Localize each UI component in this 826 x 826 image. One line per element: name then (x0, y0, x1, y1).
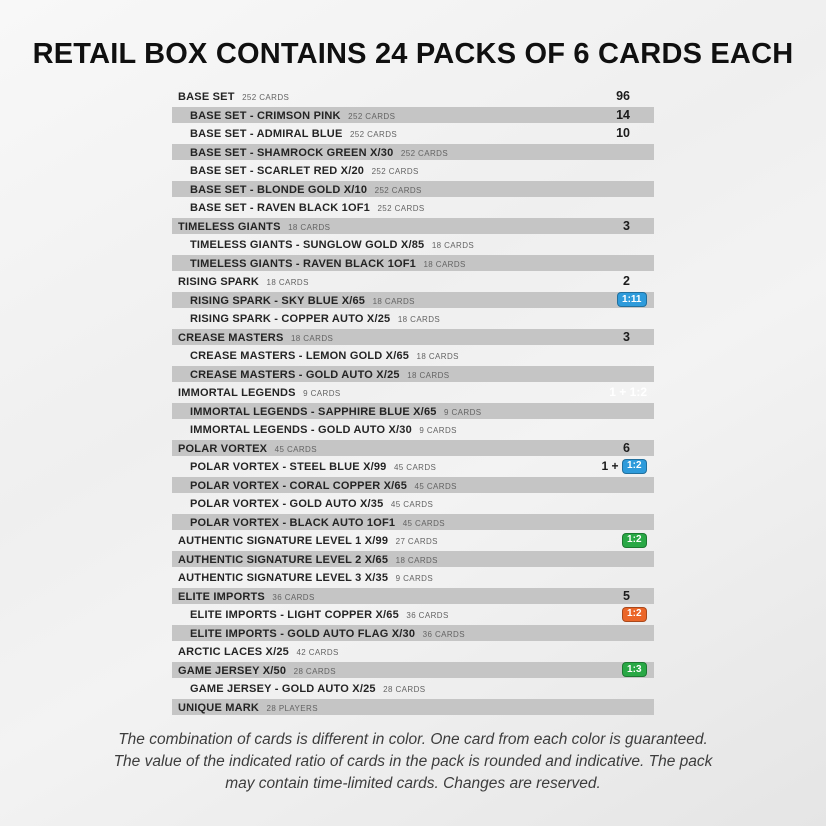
row-count: 18 CARDS (290, 333, 334, 343)
row-count: 252 CARDS (242, 93, 290, 103)
ratio-badge: 1:2 (622, 533, 647, 548)
row-count: 18 CARDS (416, 352, 459, 362)
row-count: 18 CARDS (397, 315, 441, 325)
disclaimer-line-2: The value of the indicated ratio of cards in the pack is rounded and indicative. The pack (113, 753, 713, 770)
table-row (172, 679, 654, 698)
pack-count: 96 (616, 89, 630, 104)
row-label (172, 531, 438, 549)
row-title: CREASE MASTERS (178, 331, 284, 344)
row-count: 18 CARDS (288, 222, 331, 232)
row-title: IMMORTAL LEGENDS - GOLD AUTO X/30 (190, 424, 412, 437)
table-row (172, 143, 654, 162)
row-count: 9 CARDS (395, 574, 434, 584)
row-title: CREASE MASTERS - LEMON GOLD X/65 (190, 350, 410, 363)
pack-count: 3 (623, 218, 630, 233)
row-count: 27 CARDS (395, 537, 438, 547)
row-value (622, 662, 654, 677)
row-title: ARCTIC LACES X/25 (178, 646, 289, 659)
row-count: 252 CARDS (400, 148, 449, 158)
table-row (172, 420, 654, 439)
row-title: UNIQUE MARK (178, 701, 260, 714)
row-label (172, 605, 449, 623)
row-value (622, 607, 654, 622)
row-count: 18 CARDS (423, 259, 466, 269)
row-label (172, 291, 415, 309)
row-title: POLAR VORTEX - BLACK AUTO 1OF1 (190, 516, 396, 529)
row-count: 28 PLAYERS (266, 703, 318, 713)
row-value (623, 219, 654, 233)
table-row (172, 272, 654, 291)
table-row (172, 494, 654, 513)
row-value (617, 292, 654, 307)
table-row (172, 568, 654, 587)
row-title: POLAR VORTEX - CORAL COPPER X/65 (190, 479, 408, 492)
row-title: BASE SET - SCARLET RED X/20 (190, 165, 365, 178)
table-row (172, 106, 654, 125)
table-row (172, 587, 654, 606)
row-title: GAME JERSEY X/50 (178, 664, 287, 677)
row-label (172, 420, 457, 438)
row-title: TIMELESS GIANTS - SUNGLOW GOLD X/85 (190, 239, 425, 252)
row-label (172, 383, 341, 401)
row-count: 252 CARDS (371, 167, 419, 177)
ratio-badge: 1:2 (622, 459, 647, 474)
row-label (172, 568, 433, 586)
row-title: POLAR VORTEX - STEEL BLUE X/99 (190, 461, 387, 474)
pack-count: 14 (616, 107, 630, 122)
row-count: 42 CARDS (296, 648, 339, 658)
ratio-badge: 1:3 (622, 662, 647, 677)
row-label (172, 309, 440, 327)
disclaimer-line-1: The combination of cards is different in color. One card from each color is guaranteed. (118, 731, 708, 748)
row-label (172, 87, 289, 105)
table-row (172, 383, 654, 402)
row-title: IMMORTAL LEGENDS (178, 387, 296, 400)
row-count: 18 CARDS (407, 370, 450, 380)
table-row (172, 328, 654, 347)
row-count: 18 CARDS (395, 555, 438, 565)
table-row (172, 513, 654, 532)
row-value (623, 274, 654, 288)
row-value (609, 385, 654, 399)
row-label (172, 235, 474, 253)
card-table (172, 87, 654, 716)
row-label (172, 698, 318, 716)
row-label (172, 124, 397, 142)
row-value (623, 441, 654, 455)
row-label (172, 624, 465, 642)
row-label (172, 642, 339, 660)
row-title: BASE SET - SHAMROCK GREEN X/30 (190, 146, 394, 159)
row-label (172, 143, 448, 161)
row-label (172, 106, 395, 124)
row-label (172, 346, 459, 364)
row-title: AUTHENTIC SIGNATURE LEVEL 1 X/99 (178, 535, 389, 548)
row-label (172, 180, 422, 198)
row-label (172, 661, 336, 679)
row-label (172, 587, 315, 605)
table-row (172, 642, 654, 661)
row-count: 45 CARDS (393, 463, 437, 473)
row-label (172, 513, 445, 531)
table-row (172, 550, 654, 569)
row-value (616, 89, 654, 103)
table-row (172, 624, 654, 643)
row-label (172, 457, 436, 475)
row-value (616, 108, 654, 122)
table-row (172, 531, 654, 550)
table-row (172, 439, 654, 458)
row-title: RISING SPARK - COPPER AUTO X/25 (190, 313, 391, 326)
row-count: 45 CARDS (402, 518, 446, 528)
table-row (172, 180, 654, 199)
row-count: 9 CARDS (303, 389, 341, 399)
table-row (172, 198, 654, 217)
row-label (172, 198, 425, 216)
row-count: 36 CARDS (406, 611, 449, 621)
pack-count: 5 (623, 588, 630, 603)
row-count: 9 CARDS (444, 407, 482, 417)
row-label (172, 494, 433, 512)
row-count: 252 CARDS (377, 204, 425, 214)
row-title: RISING SPARK - SKY BLUE X/65 (190, 294, 366, 307)
row-title: ELITE IMPORTS - GOLD AUTO FLAG X/30 (190, 627, 416, 640)
pack-count: 10 (616, 126, 630, 141)
table-row (172, 476, 654, 495)
table-row (172, 365, 654, 384)
row-title: POLAR VORTEX - GOLD AUTO X/35 (190, 498, 384, 511)
table-row (172, 291, 654, 310)
page-title: RETAIL BOX CONTAINS 24 PACKS OF 6 CARDS EACH (32, 38, 794, 70)
row-count: 36 CARDS (272, 592, 315, 602)
row-count: 45 CARDS (414, 481, 457, 491)
row-label (172, 439, 317, 457)
row-value (602, 459, 654, 474)
table-row (172, 309, 654, 328)
row-count: 9 CARDS (419, 426, 457, 436)
row-count: 252 CARDS (349, 130, 398, 140)
row-title: POLAR VORTEX (178, 442, 268, 455)
ratio-badge: 1:11 (617, 292, 647, 307)
row-title: BASE SET - CRIMSON PINK (190, 109, 341, 122)
table-row (172, 254, 654, 273)
row-count: 18 CARDS (266, 278, 309, 288)
row-label (172, 365, 450, 383)
row-label (172, 476, 457, 494)
row-title: BASE SET (178, 91, 235, 104)
count-prefix: 1 + (601, 459, 619, 474)
table-row (172, 457, 654, 476)
row-title: TIMELESS GIANTS - RAVEN BLACK 1OF1 (190, 257, 416, 270)
row-count: 252 CARDS (374, 185, 422, 195)
row-title: BASE SET - RAVEN BLACK 1OF1 (190, 202, 370, 215)
pack-count: 2 (623, 274, 630, 289)
row-label (172, 217, 330, 235)
row-label (172, 254, 466, 272)
row-title: RISING SPARK (178, 276, 260, 289)
ghost-ratio: 1 + 1:2 (609, 385, 647, 400)
row-count: 28 CARDS (293, 666, 336, 676)
row-label (172, 550, 438, 568)
row-title: ELITE IMPORTS (178, 590, 265, 603)
table-row (172, 124, 654, 143)
row-title: BASE SET - ADMIRAL BLUE (190, 128, 343, 141)
row-title: AUTHENTIC SIGNATURE LEVEL 3 X/35 (178, 572, 389, 585)
table-row (172, 402, 654, 421)
row-value (616, 126, 654, 140)
row-count: 45 CARDS (390, 500, 434, 510)
table-row (172, 661, 654, 680)
row-title: GAME JERSEY - GOLD AUTO X/25 (190, 683, 376, 696)
row-count: 45 CARDS (274, 444, 317, 454)
table-row (172, 87, 654, 106)
table-row (172, 698, 654, 717)
row-value (622, 533, 654, 548)
disclaimer-line-3: may contain time-limited cards. Changes are reserved. (225, 775, 601, 792)
row-value (623, 589, 654, 603)
table-row (172, 161, 654, 180)
row-title: BASE SET - BLONDE GOLD X/10 (190, 183, 368, 196)
row-title: AUTHENTIC SIGNATURE LEVEL 2 X/65 (178, 553, 389, 566)
row-count: 36 CARDS (422, 629, 465, 639)
ratio-badge: 1:2 (622, 607, 647, 622)
table-row (172, 605, 654, 624)
row-title: IMMORTAL LEGENDS - SAPPHIRE BLUE X/65 (190, 405, 437, 418)
row-label (172, 402, 482, 420)
table-row (172, 346, 654, 365)
row-title: TIMELESS GIANTS (178, 220, 281, 233)
row-count: 28 CARDS (383, 685, 426, 695)
row-label (172, 328, 333, 346)
row-label (172, 679, 426, 697)
row-title: CREASE MASTERS - GOLD AUTO X/25 (190, 368, 400, 381)
row-label (172, 272, 309, 290)
table-row (172, 217, 654, 236)
row-title: ELITE IMPORTS - LIGHT COPPER X/65 (190, 609, 399, 622)
row-count: 252 CARDS (348, 111, 396, 121)
row-label (172, 161, 419, 179)
table-row (172, 235, 654, 254)
row-value (623, 330, 654, 344)
row-count: 18 CARDS (431, 241, 475, 251)
row-count: 18 CARDS (372, 296, 415, 306)
pack-count: 6 (623, 440, 630, 455)
pack-count: 3 (623, 329, 630, 344)
disclaimer (0, 729, 826, 795)
